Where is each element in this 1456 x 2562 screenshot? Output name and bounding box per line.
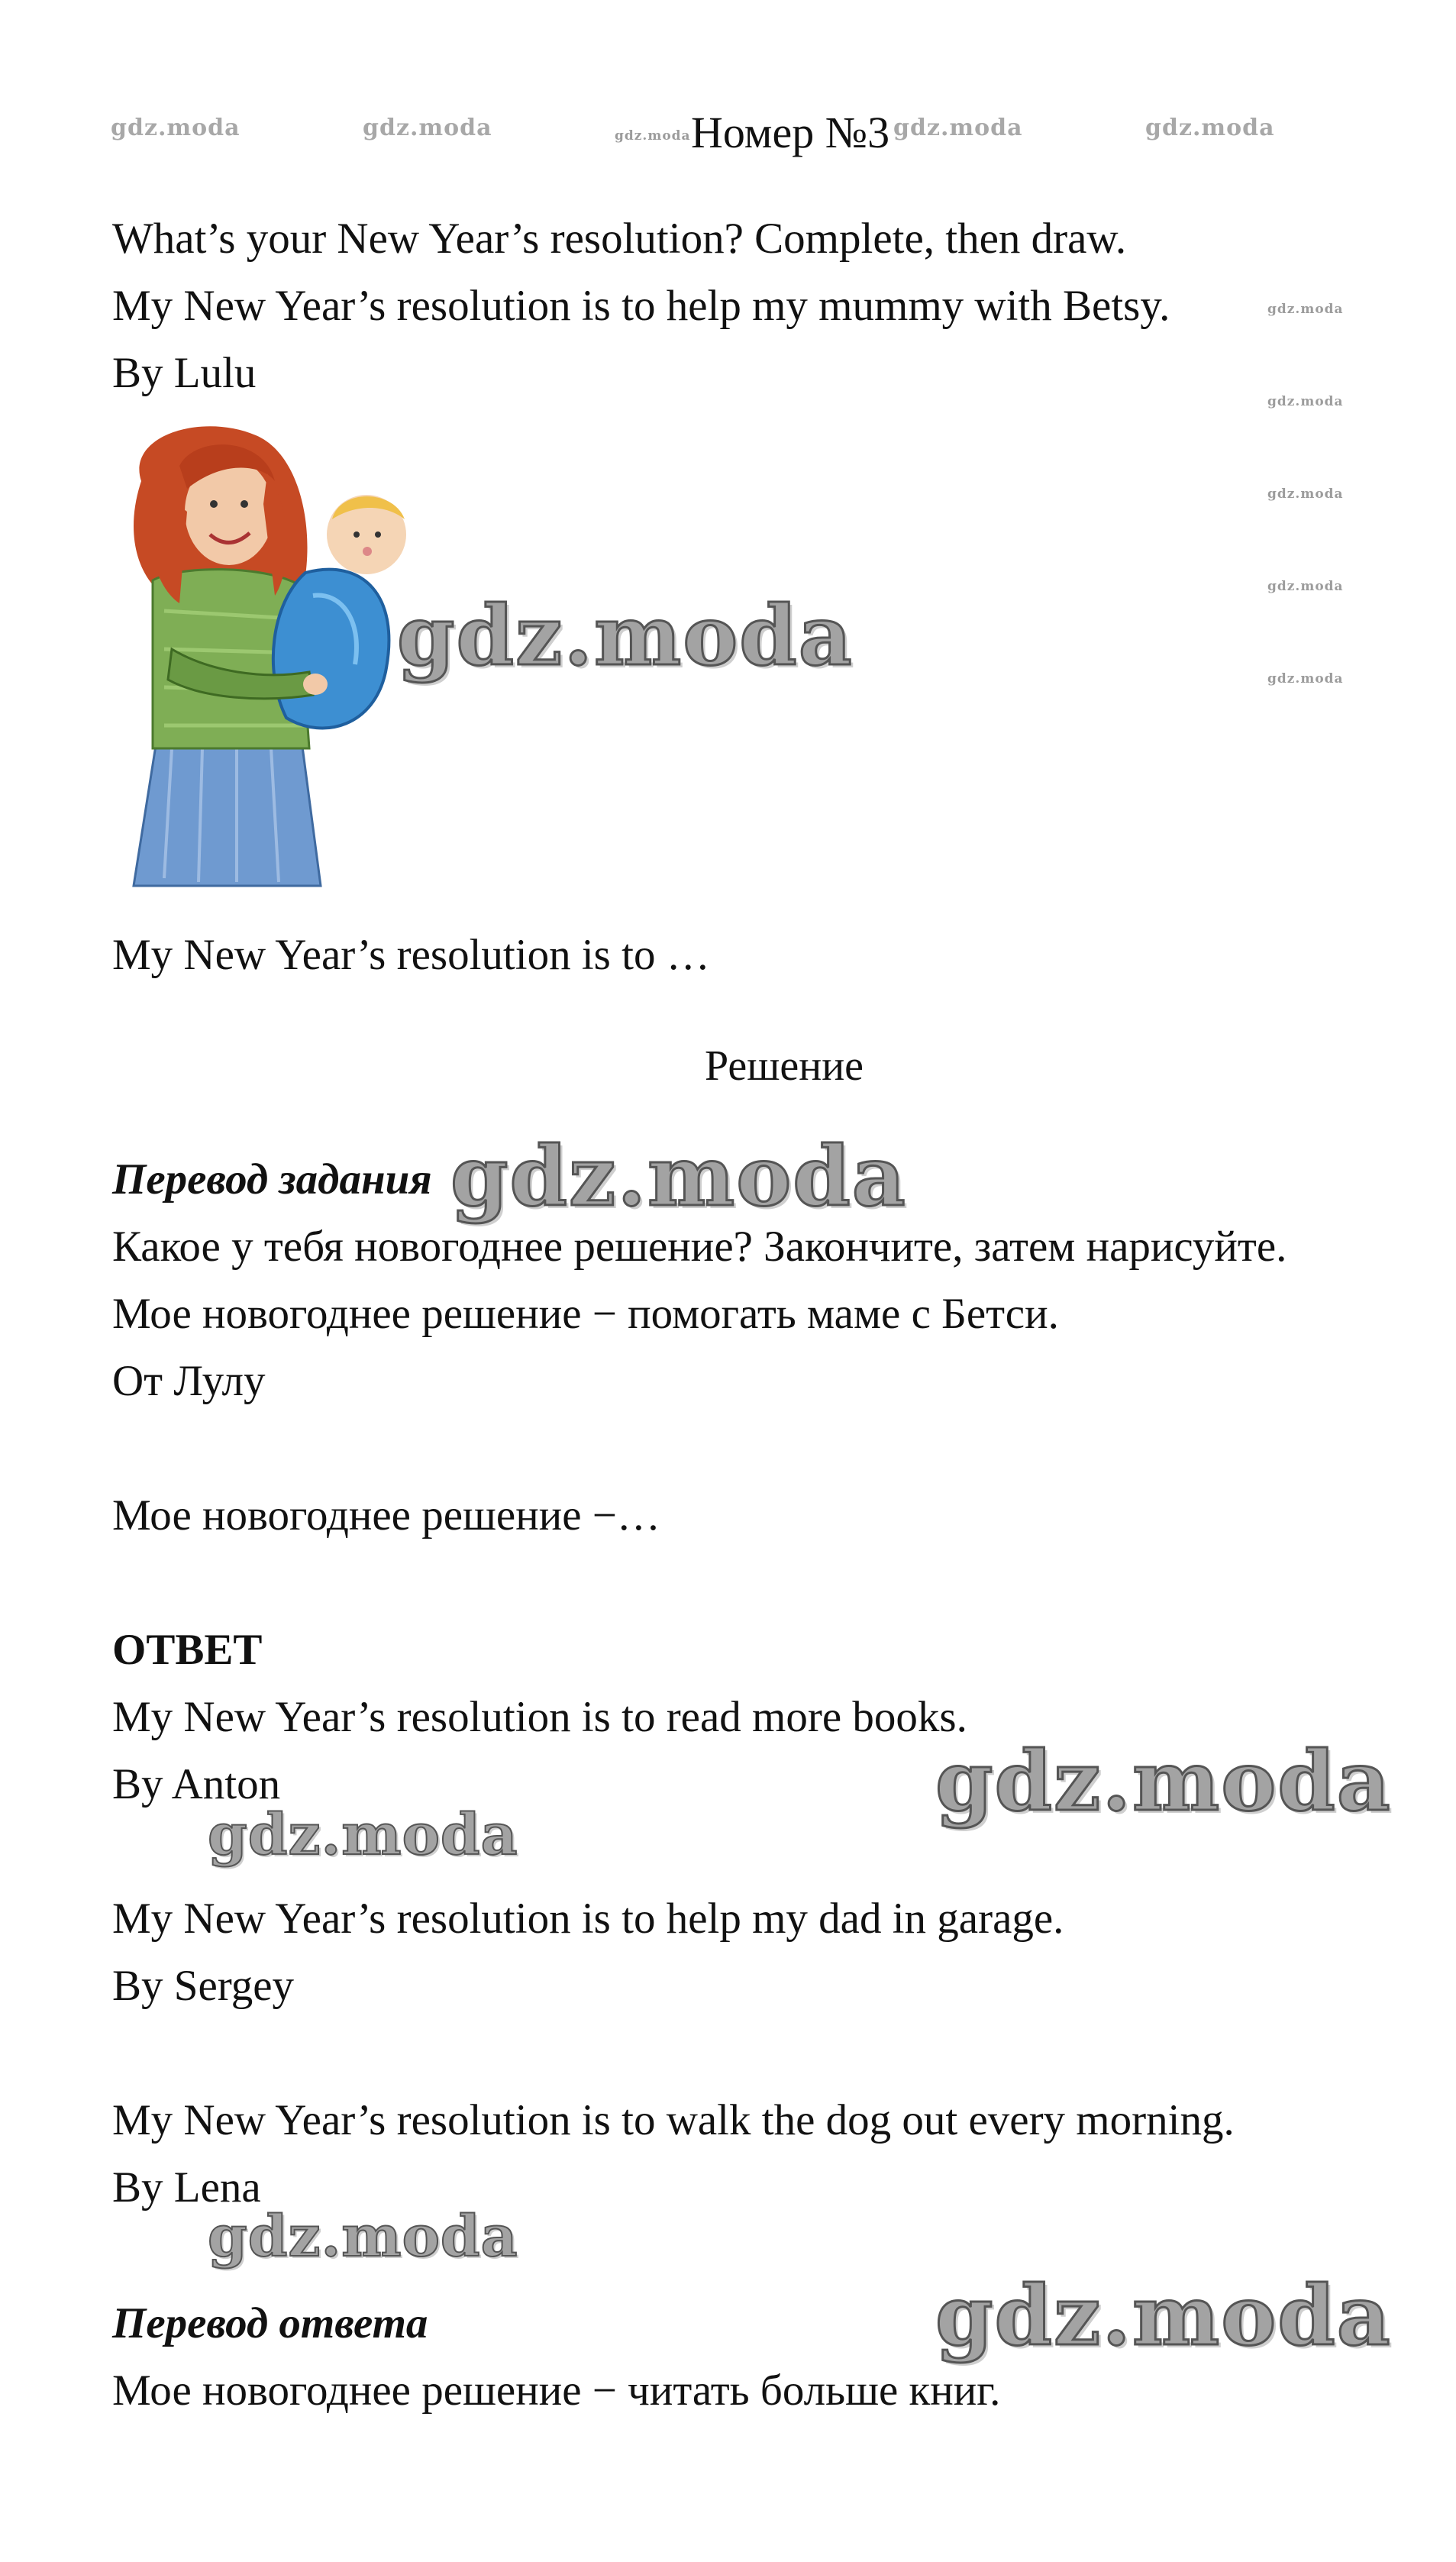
watermark-answer-1: gdz.moda <box>935 1733 1392 1830</box>
task-example: My New Year’s resolution is to help my mummy with Betsy. <box>112 282 1170 330</box>
watermark-side-1: gdz.moda <box>1267 302 1344 317</box>
watermark-header-3: gdz.moda <box>615 128 691 144</box>
task-example-author: By Lulu <box>112 349 257 397</box>
watermark-illustration: gdz.moda <box>397 588 854 684</box>
translation-line-3: От Лулу <box>112 1357 266 1405</box>
watermark-translation: gdz.moda <box>450 1129 907 1225</box>
answer-translation-1: Мое новогоднее решение − читать больше книг. <box>112 2367 1001 2415</box>
watermark-header-4: gdz.moda <box>893 115 1023 141</box>
watermark-header-1: gdz.moda <box>111 115 241 141</box>
watermark-side-2: gdz.moda <box>1267 394 1344 409</box>
task-prompt: My New Year’s resolution is to … <box>112 931 710 979</box>
watermark-side-5: gdz.moda <box>1267 671 1344 687</box>
girl-holding-baby-illustration <box>111 420 431 909</box>
answer-heading: ОТВЕТ <box>112 1626 263 1674</box>
watermark-header-5: gdz.moda <box>1145 115 1275 141</box>
answer-2: My New Year’s resolution is to help my dad in garage. <box>112 1895 1064 1943</box>
page-title: Номер №3 <box>691 108 890 157</box>
answer-1: My New Year’s resolution is to read more books. <box>112 1693 967 1741</box>
watermark-side-4: gdz.moda <box>1267 579 1344 594</box>
answer-translation-heading: Перевод ответа <box>112 2299 428 2347</box>
translation-line-4: Мое новогоднее решение −… <box>112 1491 660 1539</box>
solution-heading: Решение <box>705 1042 864 1090</box>
answer-3: My New Year’s resolution is to walk the dog out every morning. <box>112 2096 1235 2144</box>
answer-1-author: By Anton <box>112 1760 281 1808</box>
watermark-answer-3: gdz.moda <box>208 2204 518 2270</box>
watermark-answer-4: gdz.moda <box>935 2268 1392 2364</box>
watermark-answer-2: gdz.moda <box>208 1802 518 1868</box>
watermark-header-2: gdz.moda <box>363 115 492 141</box>
task-instruction: What’s your New Year’s resolution? Complete, then draw. <box>112 215 1127 263</box>
translation-line-2: Мое новогоднее решение − помогать маме с Бетси. <box>112 1290 1059 1338</box>
translation-heading: Перевод задания <box>112 1155 432 1203</box>
answer-3-author: By Lena <box>112 2163 261 2211</box>
answer-2-author: By Sergey <box>112 1962 295 2010</box>
translation-line-1: Какое у тебя новогоднее решение? Закончите, затем нарисуйте. <box>112 1223 1287 1271</box>
watermark-side-3: gdz.moda <box>1267 486 1344 502</box>
